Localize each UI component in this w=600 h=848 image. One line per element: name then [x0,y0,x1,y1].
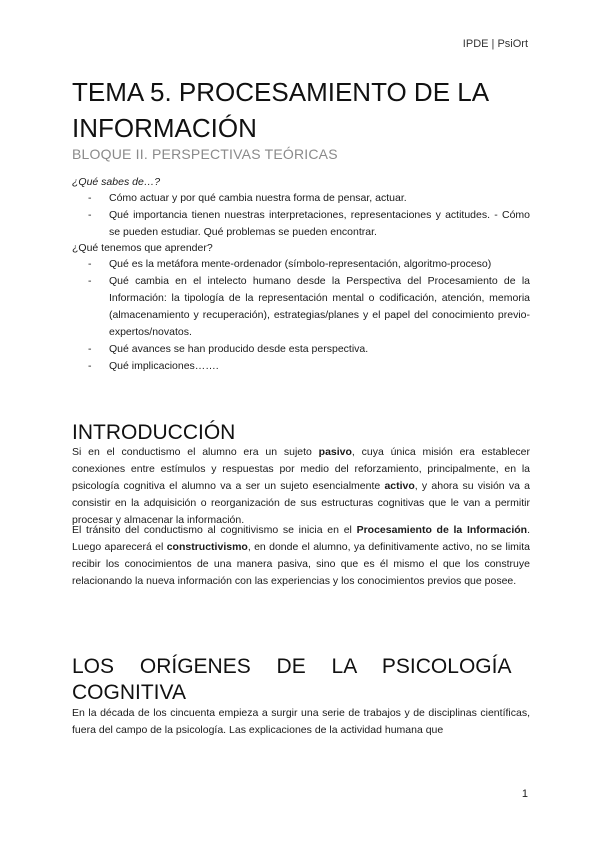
intro-paragraph-1: Si en el conductismo el alumno era un sujeto pasivo, cuya única misión era establecer conexiones entre estímulos y respuestas por medio del reforzamiento, principalmente, en la psicología cognitiva el alumno va a ser un sujeto esencialmente activo, y ahora su visión va a consistir en la adquisición o reorganización de sus estructuras cognitivas que le van a permitir procesar y almacenar la información. [72,446,530,526]
page-header: IPDE | PsiOrt [462,38,528,50]
list-item: - Qué avances se han producido desde esta perspectiva. [88,341,530,358]
heading-line-1: LOS ORÍGENES DE LA PSICOLOGÍA [72,655,512,678]
bold-term: pasivo [318,446,352,458]
what-you-know-list [88,190,530,241]
page-subtitle: BLOQUE II. PERSPECTIVAS TEÓRICAS [72,146,338,162]
list-item: - Qué es la metáfora mente-ordenador (símbolo-representación, algoritmo-proceso) [88,256,530,273]
bold-term: constructivismo [166,541,248,553]
question-what-to-learn: ¿Qué tenemos que aprender? [72,242,213,254]
page-title [72,74,530,146]
bold-term: activo [384,480,415,492]
intro-paragraph-2: El tránsito del conductismo al cognitivismo se inicia en el Procesamiento de la Información. Luego aparecerá el constructivismo, en donde el alumno, ya definitivamente activo, no se limita recibir los conocimientos de una manera pasiva, sino que es él mismo el que los construye relacionando la nueva información con las experiencias y los conocimientos previos que posee. [72,524,531,587]
origins-paragraph-1: En la década de los cincuenta empieza a surgir una serie de trabajos y de disciplinas científicas, fuera del campo de la psicología. Las explicaciones de la actividad humana que [72,707,530,736]
question-what-you-know: ¿Qué sabes de…? [72,176,161,188]
section-heading-origenes [72,654,530,706]
list-item: - Qué cambia en el intelecto humano desde la Perspectiva del Procesamiento de la Información: la tipología de la representación mental o codificación, atención, memoria (almacenamiento y recuperación), estrategias/planes y el papel del conocimiento previo-expertos/novatos. [88,273,530,341]
page-number: 1 [521,788,528,800]
list-item: - Cómo actuar y por qué cambia nuestra forma de pensar, actuar. [88,190,530,207]
title-line-2: INFORMACIÓN [72,113,257,143]
heading-line-2: COGNITIVA [72,681,186,704]
bold-term: Procesamiento de la Información [356,524,528,536]
list-item: - Qué importancia tienen nuestras interpretaciones, representaciones y actitudes. - Cómo se pueden estudiar. Qué problemas se pueden encontrar. [88,207,530,241]
what-to-learn-list [88,256,530,375]
section-heading-introduccion: INTRODUCCIÓN [72,421,236,444]
list-item: - Qué implicaciones……. [88,358,530,375]
title-line-1: TEMA 5. PROCESAMIENTO DE LA [72,77,490,107]
